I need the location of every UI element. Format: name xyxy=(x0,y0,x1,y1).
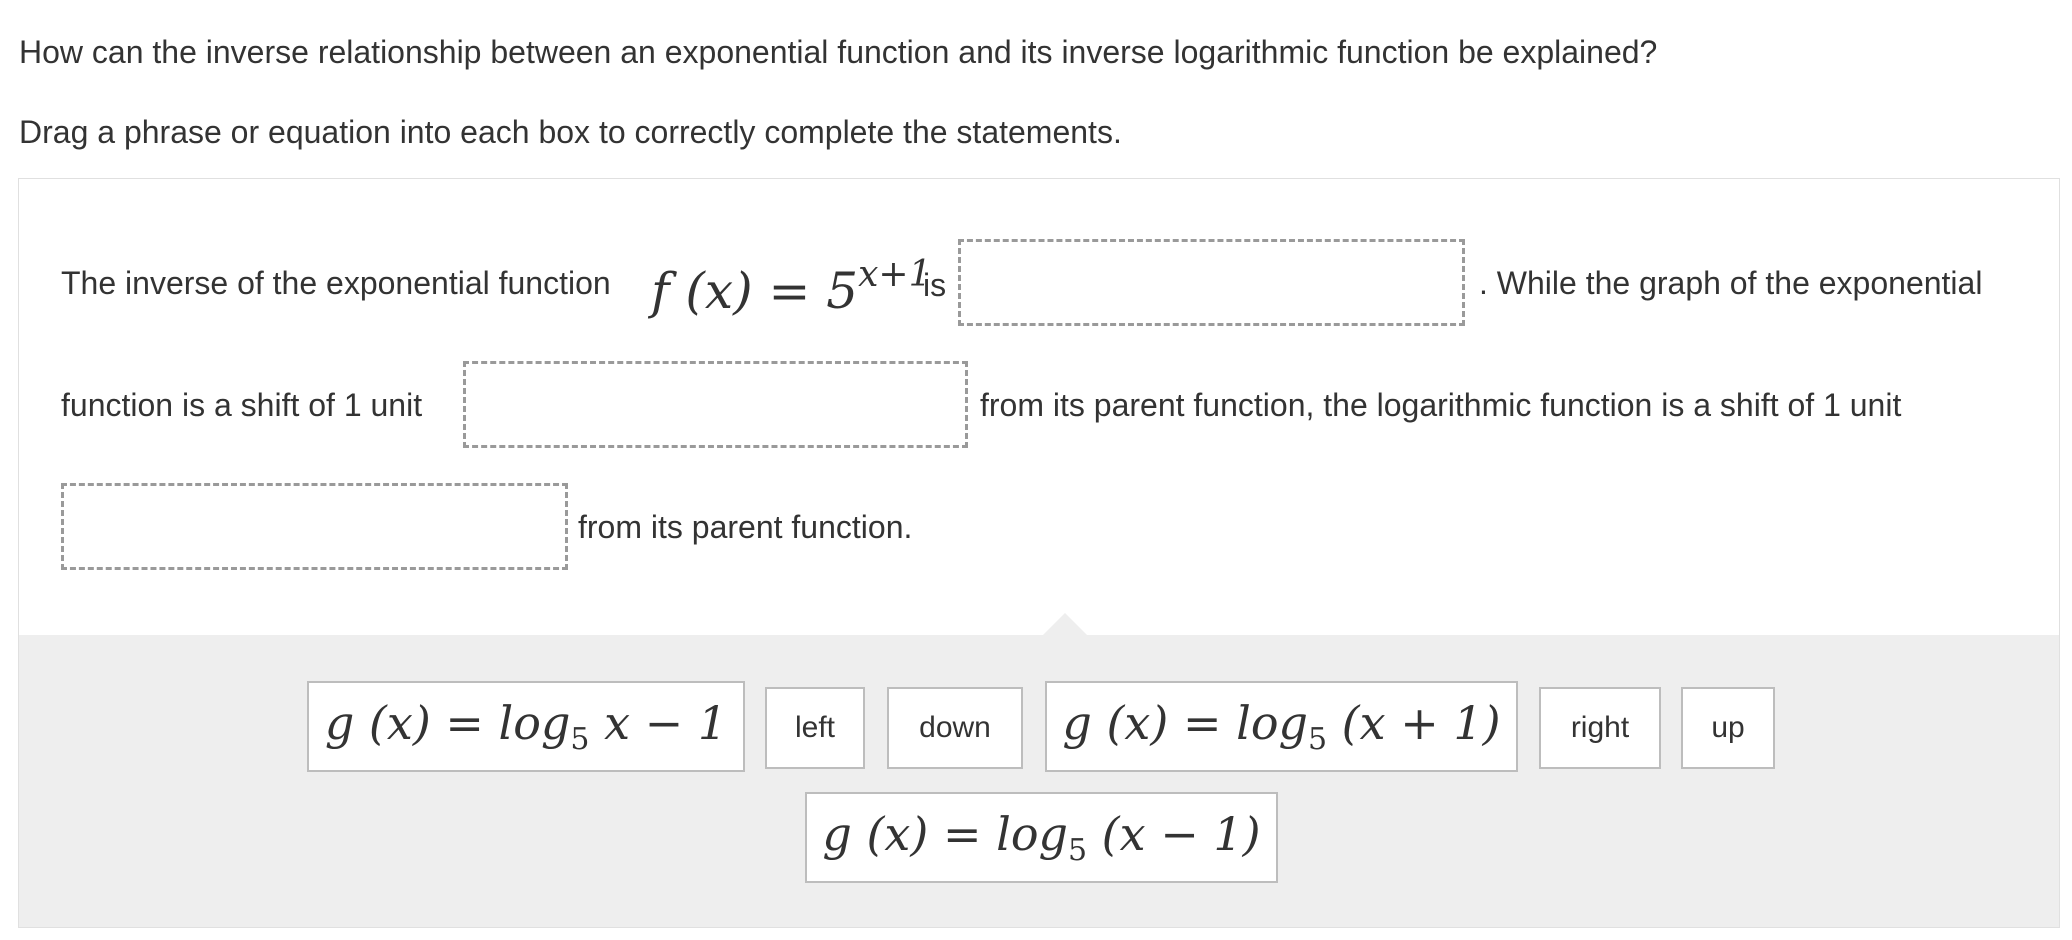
tray-pointer xyxy=(1043,613,1087,635)
tile-equation xyxy=(1062,696,1500,757)
function-exponent: x+1 xyxy=(858,254,932,295)
tile-equation xyxy=(822,807,1260,868)
tile-g-log5-x-plus-1[interactable] xyxy=(1045,681,1518,772)
tile-equation-lhs: g (x) = log xyxy=(1062,696,1308,750)
tile-equation-base: 5 xyxy=(570,722,590,757)
statement-text-3: . While the graph of the exponential xyxy=(1479,265,1983,301)
statement-text-1: The inverse of the exponential function xyxy=(61,265,611,301)
tile-right[interactable]: right xyxy=(1539,687,1661,769)
drag-drop-panel xyxy=(18,178,2060,928)
drop-box-logarithmic-shift[interactable] xyxy=(61,483,568,570)
tile-down[interactable]: down xyxy=(887,687,1023,769)
drop-box-exponential-shift[interactable] xyxy=(463,361,968,448)
function-lhs: f (x) = 5 xyxy=(651,262,859,320)
instruction-text: Drag a phrase or equation into each box to correctly complete the statements. xyxy=(19,114,1122,150)
tile-equation-rhs: (x + 1) xyxy=(1327,696,1501,750)
statement-area xyxy=(19,179,2059,635)
tile-equation-base: 5 xyxy=(1067,833,1088,868)
tile-up[interactable]: up xyxy=(1681,687,1775,769)
question-text: How can the inverse relationship between an exponential function and its inverse logarithmic function be explained? xyxy=(19,34,1658,70)
statement-text-5: from its parent function, the logarithmic function is a shift of 1 unit xyxy=(980,387,1902,423)
answer-tray xyxy=(19,635,2059,927)
statement-text-2: is xyxy=(923,267,947,303)
statement-text-6: from its parent function. xyxy=(578,509,913,545)
tile-left[interactable]: left xyxy=(765,687,865,769)
tile-equation-lhs: g (x) = log xyxy=(324,696,571,750)
drop-box-inverse-function[interactable] xyxy=(958,239,1465,326)
tile-equation xyxy=(325,696,727,757)
tile-g-log5-x-minus-1-paren[interactable] xyxy=(805,792,1278,883)
tile-equation-lhs: g (x) = log xyxy=(822,807,1068,861)
tile-g-log5-x-minus-1[interactable] xyxy=(307,681,745,772)
statement-text-4: function is a shift of 1 unit xyxy=(61,387,423,423)
tile-equation-rhs: x − 1 xyxy=(589,696,728,750)
tile-equation-rhs: (x − 1) xyxy=(1087,807,1261,861)
exponential-function xyxy=(651,243,931,323)
tile-equation-base: 5 xyxy=(1307,722,1328,757)
